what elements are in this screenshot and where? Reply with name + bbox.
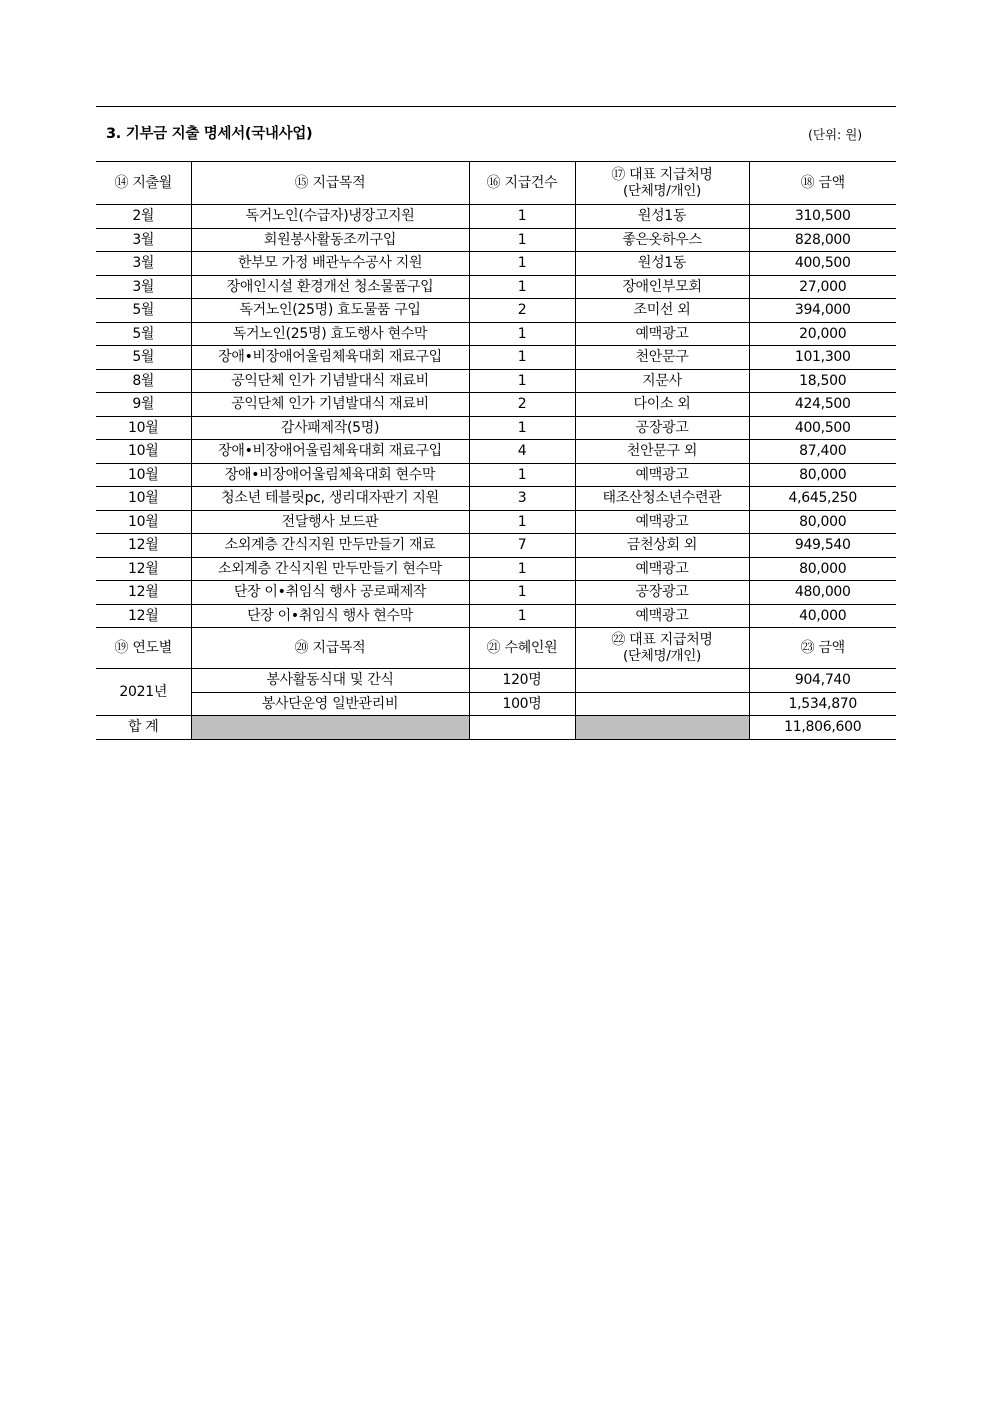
header-payee-2 (575, 628, 749, 669)
row-purpose: 감사패제작(5명) (191, 416, 469, 440)
row-payee: 지문사 (575, 369, 749, 393)
table-row (96, 604, 896, 628)
table-row (96, 369, 896, 393)
header-payee-line1: ⑰ 대표 지급처명 (611, 167, 713, 183)
row-month: 5월 (96, 299, 191, 323)
row-month: 10월 (96, 416, 191, 440)
table-row (96, 346, 896, 370)
row-payee: 원성1동 (575, 252, 749, 276)
row-month: 10월 (96, 510, 191, 534)
row-purpose: 장애•비장애어울림체육대회 재료구입 (191, 440, 469, 464)
total-amount: 11,806,600 (749, 716, 896, 740)
row-count: 1 (469, 346, 575, 370)
row-amount: 20,000 (749, 322, 896, 346)
row-purpose: 소외계층 간식지원 만두만들기 현수막 (191, 557, 469, 581)
row-purpose: 단장 이•취임식 행사 현수막 (191, 604, 469, 628)
row-purpose: 독거노인(수급자)냉장고지원 (191, 205, 469, 229)
donation-expense-table (96, 161, 896, 740)
row-amount: 480,000 (749, 581, 896, 605)
row-amount: 400,500 (749, 416, 896, 440)
total-gray-cell (191, 716, 469, 740)
row-count: 1 (469, 275, 575, 299)
row-amount: 394,000 (749, 299, 896, 323)
yearly-people: 100명 (469, 692, 575, 716)
row-payee: 좋은옷하우스 (575, 228, 749, 252)
yearly-row (96, 692, 896, 716)
header-year: ⑲ 연도별 (96, 628, 191, 669)
row-amount: 828,000 (749, 228, 896, 252)
total-label: 합 계 (96, 716, 191, 740)
row-purpose: 공익단체 인가 기념발대식 재료비 (191, 369, 469, 393)
row-payee: 장애인부모회 (575, 275, 749, 299)
row-count: 1 (469, 557, 575, 581)
row-month: 10월 (96, 487, 191, 511)
row-payee: 원성1동 (575, 205, 749, 229)
yearly-people: 120명 (469, 669, 575, 693)
table-row (96, 581, 896, 605)
header-payee-line2: (단체명/개인) (623, 183, 701, 199)
row-payee: 공장광고 (575, 416, 749, 440)
yearly-year: 2021년 (96, 669, 191, 716)
row-amount: 80,000 (749, 557, 896, 581)
section-title: 3. 기부금 지출 명세서(국내사업) (106, 126, 313, 142)
table-row (96, 510, 896, 534)
row-month: 12월 (96, 581, 191, 605)
row-purpose: 독거노인(25명) 효도물품 구입 (191, 299, 469, 323)
table-row (96, 393, 896, 417)
table-row (96, 440, 896, 464)
row-purpose: 한부모 가정 배관누수공사 지원 (191, 252, 469, 276)
table-header-row (96, 162, 896, 205)
table-row (96, 228, 896, 252)
row-count: 1 (469, 510, 575, 534)
row-count: 1 (469, 369, 575, 393)
header-amount-2: ㉓ 금액 (749, 628, 896, 669)
total-gray-cell (575, 716, 749, 740)
row-amount: 80,000 (749, 463, 896, 487)
row-month: 5월 (96, 346, 191, 370)
row-month: 12월 (96, 534, 191, 558)
table-row (96, 534, 896, 558)
row-payee: 예맥광고 (575, 510, 749, 534)
row-month: 12월 (96, 557, 191, 581)
row-count: 1 (469, 252, 575, 276)
yearly-payee (575, 669, 749, 693)
row-amount: 80,000 (749, 510, 896, 534)
table-row (96, 275, 896, 299)
table-row (96, 487, 896, 511)
table-row (96, 299, 896, 323)
row-payee: 예맥광고 (575, 463, 749, 487)
row-payee: 태조산청소년수련관 (575, 487, 749, 511)
row-purpose: 장애인시설 환경개선 청소물품구입 (191, 275, 469, 299)
row-payee: 예맥광고 (575, 604, 749, 628)
table-row (96, 463, 896, 487)
row-month: 3월 (96, 228, 191, 252)
row-purpose: 장애•비장애어울림체육대회 재료구입 (191, 346, 469, 370)
row-count: 1 (469, 416, 575, 440)
header-payee-2-line2: (단체명/개인) (623, 648, 701, 664)
row-month: 12월 (96, 604, 191, 628)
header-payee (575, 162, 749, 205)
row-count: 1 (469, 581, 575, 605)
row-amount: 310,500 (749, 205, 896, 229)
row-purpose: 단장 이•취임식 행사 공로패제작 (191, 581, 469, 605)
yearly-row (96, 669, 896, 693)
row-count: 7 (469, 534, 575, 558)
total-empty-cell (469, 716, 575, 740)
yearly-amount: 904,740 (749, 669, 896, 693)
header-payee-2-line1: ㉒ 대표 지급처명 (611, 632, 713, 648)
yearly-payee (575, 692, 749, 716)
header-amount: ⑱ 금액 (749, 162, 896, 205)
row-amount: 4,645,250 (749, 487, 896, 511)
row-amount: 949,540 (749, 534, 896, 558)
row-amount: 424,500 (749, 393, 896, 417)
row-amount: 101,300 (749, 346, 896, 370)
row-payee: 다이소 외 (575, 393, 749, 417)
row-payee: 금천상회 외 (575, 534, 749, 558)
table-row (96, 252, 896, 276)
row-count: 3 (469, 487, 575, 511)
row-purpose: 전달행사 보드판 (191, 510, 469, 534)
row-amount: 27,000 (749, 275, 896, 299)
row-count: 1 (469, 205, 575, 229)
row-month: 2월 (96, 205, 191, 229)
row-payee: 천안문구 (575, 346, 749, 370)
total-row (96, 716, 896, 740)
row-purpose: 청소년 테블릿pc, 생리대자판기 지원 (191, 487, 469, 511)
row-purpose: 소외계층 간식지원 만두만들기 재료 (191, 534, 469, 558)
row-payee: 조미선 외 (575, 299, 749, 323)
row-month: 3월 (96, 275, 191, 299)
yearly-amount: 1,534,870 (749, 692, 896, 716)
row-payee: 예맥광고 (575, 322, 749, 346)
row-payee: 천안문구 외 (575, 440, 749, 464)
header-month: ⑭ 지출월 (96, 162, 191, 205)
table-row (96, 322, 896, 346)
row-amount: 18,500 (749, 369, 896, 393)
row-purpose: 장애•비장애어울림체육대회 현수막 (191, 463, 469, 487)
row-month: 3월 (96, 252, 191, 276)
row-month: 5월 (96, 322, 191, 346)
row-payee: 예맥광고 (575, 557, 749, 581)
header-count: ⑯ 지급건수 (469, 162, 575, 205)
row-count: 1 (469, 322, 575, 346)
row-count: 2 (469, 299, 575, 323)
row-purpose: 회원봉사활동조끼구입 (191, 228, 469, 252)
row-month: 9월 (96, 393, 191, 417)
row-count: 4 (469, 440, 575, 464)
row-count: 1 (469, 228, 575, 252)
yearly-header-row (96, 628, 896, 669)
row-amount: 40,000 (749, 604, 896, 628)
row-purpose: 독거노인(25명) 효도행사 현수막 (191, 322, 469, 346)
row-month: 10월 (96, 463, 191, 487)
row-month: 10월 (96, 440, 191, 464)
row-amount: 400,500 (749, 252, 896, 276)
table-row (96, 557, 896, 581)
unit-note: (단위: 원) (808, 127, 863, 142)
row-month: 8월 (96, 369, 191, 393)
top-rule (96, 106, 896, 107)
row-count: 1 (469, 604, 575, 628)
row-purpose: 공익단체 인가 기념발대식 재료비 (191, 393, 469, 417)
header-purpose: ⑮ 지급목적 (191, 162, 469, 205)
yearly-purpose: 봉사단운영 일반관리비 (191, 692, 469, 716)
header-beneficiaries: ㉑ 수혜인원 (469, 628, 575, 669)
row-payee: 공장광고 (575, 581, 749, 605)
row-count: 1 (469, 463, 575, 487)
table-row (96, 416, 896, 440)
table-row (96, 205, 896, 229)
row-amount: 87,400 (749, 440, 896, 464)
header-purpose-2: ⑳ 지급목적 (191, 628, 469, 669)
yearly-purpose: 봉사활동식대 및 간식 (191, 669, 469, 693)
row-count: 2 (469, 393, 575, 417)
